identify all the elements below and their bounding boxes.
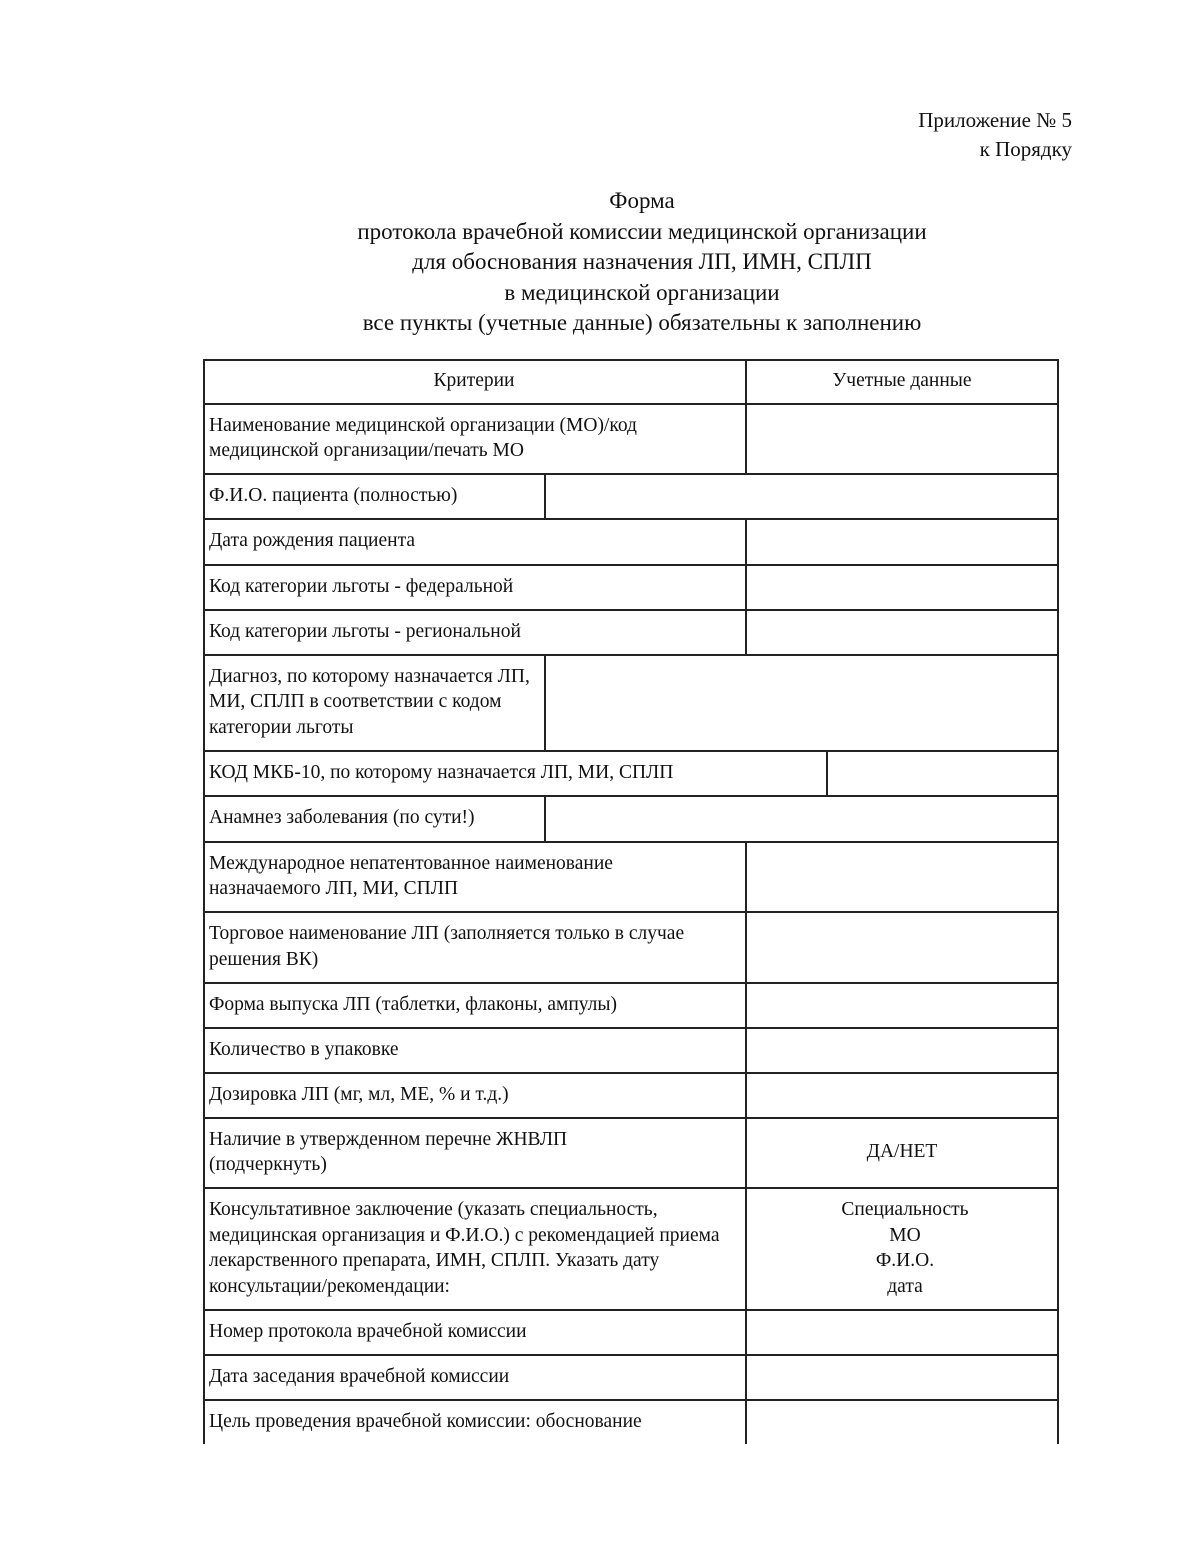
consultation-name-label: Ф.И.О. bbox=[875, 1250, 935, 1271]
yes-no-value[interactable]: ДА/НЕТ bbox=[866, 1141, 938, 1163]
table-row bbox=[203, 841, 1059, 911]
form-subtitle-line-2: для обоснования назначения ЛП, ИМН, СПЛП bbox=[412, 249, 872, 274]
criteria-cell: Наименование медицинской организации (МО)/код медицинской организации/печать МО bbox=[209, 414, 637, 461]
header-data: Учетные данные bbox=[832, 370, 972, 392]
value-cell[interactable] bbox=[826, 750, 1059, 795]
table-header-row bbox=[203, 359, 1059, 403]
form-subtitle-line-3: в медицинской организации bbox=[504, 279, 780, 305]
table-row bbox=[203, 750, 1059, 795]
criteria-cell: Цель проведения врачебной комиссии: обоснование bbox=[209, 1411, 642, 1432]
appendix-note bbox=[918, 106, 1072, 164]
appendix-reference: к Порядку bbox=[979, 137, 1072, 161]
table-row bbox=[203, 564, 1059, 609]
criteria-cell: Форма выпуска ЛП (таблетки, флаконы, ампулы) bbox=[209, 993, 618, 1015]
table-row bbox=[203, 795, 1059, 841]
criteria-cell: Номер протокола врачебной комиссии bbox=[209, 1320, 527, 1342]
consultation-value-cell[interactable] bbox=[745, 1187, 1059, 1309]
value-cell[interactable] bbox=[544, 654, 1059, 750]
table-row bbox=[203, 1354, 1059, 1399]
table-row bbox=[203, 911, 1059, 982]
form-title-block bbox=[0, 186, 1200, 339]
criteria-cell: КОД МКБ-10, по которому назначается ЛП, МИ, СПЛП bbox=[209, 761, 674, 783]
criteria-cell: Диагноз, по которому назначается ЛП, МИ, СПЛП в соответствии с кодом категории льготы bbox=[209, 665, 530, 738]
criteria-cell: Анамнез заболевания (по сути!) bbox=[209, 807, 475, 829]
consultation-organization-label: МО bbox=[889, 1224, 921, 1246]
value-cell[interactable] bbox=[745, 1072, 1059, 1117]
header-criteria: Критерии bbox=[433, 370, 515, 392]
criteria-cell: Международное непатентованное наименование назначаемого ЛП, МИ, СПЛП bbox=[209, 852, 613, 899]
form-title: Форма bbox=[609, 188, 675, 213]
appendix-number: Приложение № 5 bbox=[918, 108, 1072, 132]
value-cell[interactable] bbox=[745, 564, 1059, 609]
value-cell[interactable] bbox=[745, 982, 1059, 1027]
value-cell[interactable] bbox=[745, 609, 1059, 654]
value-cell[interactable] bbox=[745, 518, 1059, 564]
table-row bbox=[203, 1027, 1059, 1072]
value-cell[interactable] bbox=[745, 841, 1059, 911]
table-row bbox=[203, 403, 1059, 473]
value-cell[interactable] bbox=[745, 1027, 1059, 1072]
value-cell[interactable] bbox=[745, 911, 1059, 982]
protocol-table bbox=[203, 359, 1059, 1444]
table-row bbox=[203, 1399, 1059, 1444]
value-cell[interactable] bbox=[745, 1309, 1059, 1354]
criteria-cell: Количество в упаковке bbox=[209, 1038, 399, 1060]
criteria-cell: Консультативное заключение (указать специальность, медицинская организация и Ф.И.О.) с рекомендацией приема лекарственного препарата, ИМН, СПЛП. Указать дату консультации/рекомендации: bbox=[209, 1199, 720, 1297]
criteria-cell: Дата рождения пациента bbox=[209, 530, 415, 552]
criteria-cell: Дата заседания врачебной комиссии bbox=[209, 1365, 510, 1387]
value-cell[interactable] bbox=[544, 795, 1059, 841]
table-row bbox=[203, 1117, 1059, 1187]
form-instruction: все пункты (учетные данные) обязательны к заполнению bbox=[362, 310, 922, 335]
table-row bbox=[203, 1309, 1059, 1354]
criteria-cell: Ф.И.О. пациента (полностью) bbox=[209, 484, 458, 506]
criteria-cell: Наличие в утвержденном перечне ЖНВЛП (подчеркнуть) bbox=[209, 1128, 568, 1175]
form-subtitle-line-1: протокола врачебной комиссии медицинской организации bbox=[357, 218, 927, 244]
criteria-cell: Торговое наименование ЛП (заполняется только в случае решения ВК) bbox=[209, 923, 685, 970]
value-cell[interactable] bbox=[544, 473, 1059, 518]
table-row bbox=[203, 473, 1059, 518]
criteria-cell: Код категории льготы - региональной bbox=[209, 620, 521, 642]
table-row bbox=[203, 982, 1059, 1027]
table-row bbox=[203, 609, 1059, 654]
table-row bbox=[203, 1072, 1059, 1117]
table-row bbox=[203, 654, 1059, 750]
table-row bbox=[203, 518, 1059, 564]
criteria-cell: Дозировка ЛП (мг, мл, МЕ, % и т.д.) bbox=[209, 1083, 509, 1105]
value-cell[interactable] bbox=[745, 403, 1059, 473]
consultation-date-label: дата bbox=[887, 1275, 923, 1297]
value-cell[interactable] bbox=[745, 1354, 1059, 1399]
table-row bbox=[203, 1187, 1059, 1309]
consultation-specialty-label: Специальность bbox=[841, 1199, 969, 1220]
value-cell[interactable] bbox=[745, 1399, 1059, 1444]
criteria-cell: Код категории льготы - федеральной bbox=[209, 575, 514, 597]
